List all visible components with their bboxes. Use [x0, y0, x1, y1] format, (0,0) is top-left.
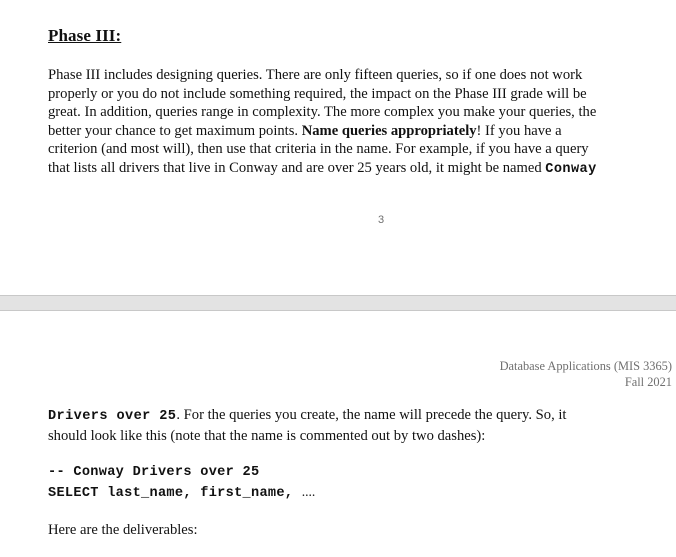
- intro-paragraph: [48, 66, 668, 180]
- continuation-paragraph: [48, 406, 668, 445]
- page-break: [0, 295, 676, 311]
- paragraph-text: . For the queries you create, the name will precede the query. So, it: [176, 407, 567, 423]
- paragraph-line: should look like this (note that the name is commented out by two dashes):: [48, 427, 486, 444]
- paragraph-line: Phase III includes designing queries. There are only fifteen queries, so if one does not work: [48, 67, 583, 83]
- paragraph-line: properly or you do not include something required, the impact on the Phase III grade will be: [48, 85, 587, 102]
- paragraph-line: [48, 122, 668, 141]
- header-course: Database Applications (MIS 3365): [499, 359, 672, 373]
- query-name-code: Drivers over 25: [48, 409, 177, 424]
- code-comment-line: -- Conway Drivers over 25: [48, 465, 260, 480]
- paragraph-line: [48, 406, 668, 427]
- paragraph-text: ! If you have a: [476, 122, 562, 139]
- paragraph-text: better your chance to get maximum points.: [48, 122, 302, 139]
- code-select-line: [48, 484, 315, 501]
- section-heading: Phase III:: [48, 26, 122, 45]
- paragraph-line: criterion (and most will), then use that criteria in the name. For example, if you have a query: [48, 141, 589, 158]
- code-ellipsis: ....: [301, 484, 316, 499]
- bold-instruction: Name queries appropriately: [301, 122, 477, 139]
- header-term: Fall 2021: [624, 375, 672, 389]
- paragraph-text: that lists all drivers that live in Conway and are over 25 years old, it might be named: [48, 159, 546, 176]
- code-text: SELECT last_name, first_name,: [48, 486, 302, 501]
- deliverables-text: Here are the deliverables:: [48, 522, 198, 538]
- paragraph-line: great. In addition, queries range in complexity. The more complex you make your queries, the: [48, 104, 597, 121]
- paragraph-line: [48, 159, 668, 180]
- query-name-code: Conway: [545, 161, 597, 177]
- page-number: 3: [378, 214, 385, 226]
